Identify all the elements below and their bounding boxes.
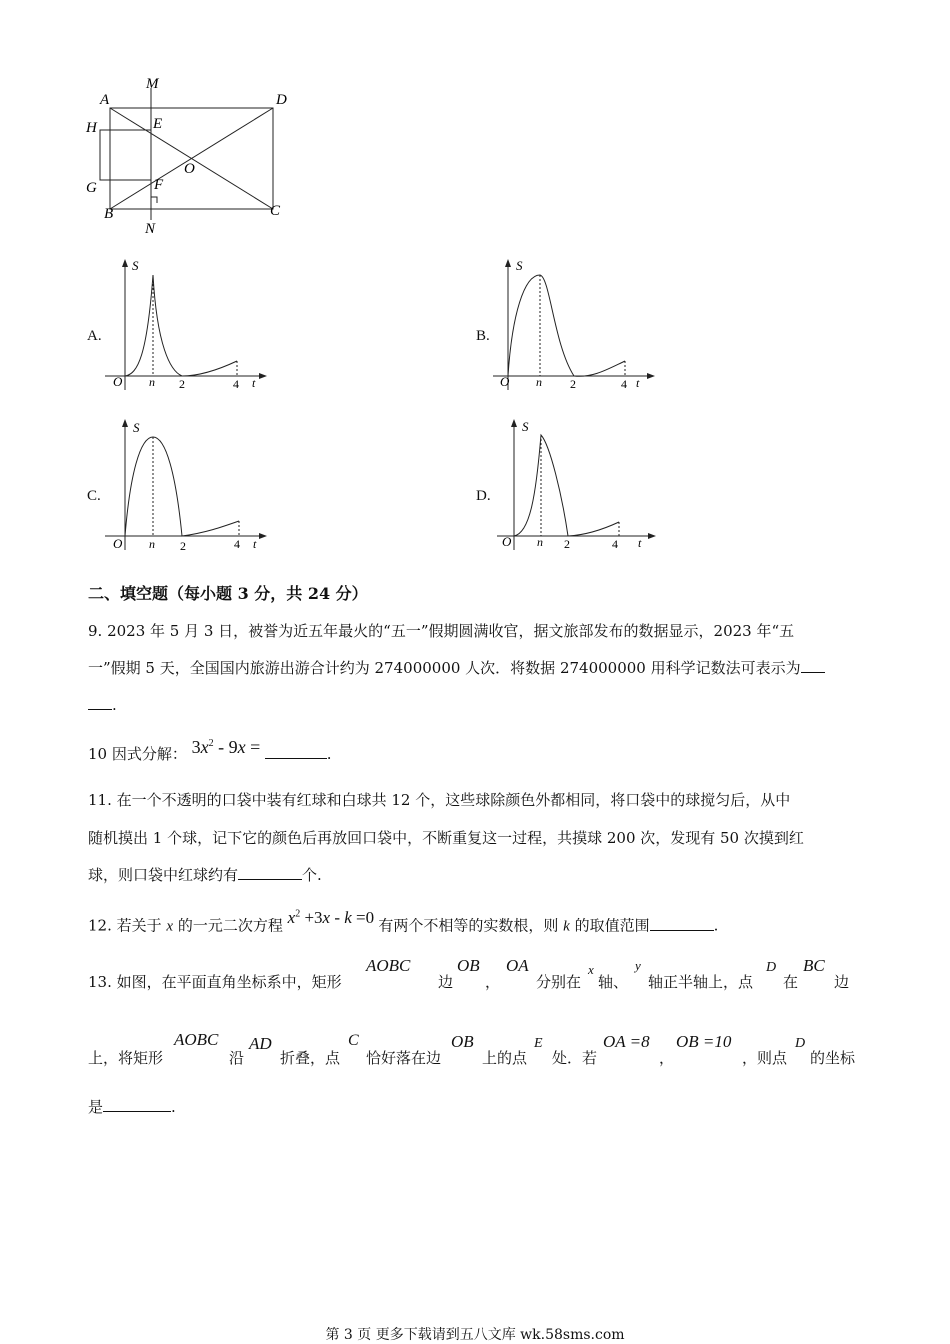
q13-zhou2: 轴正半轴上，点 — [648, 973, 754, 991]
origin: O — [113, 374, 123, 389]
q13-zhedie: 折叠，点 — [280, 1049, 341, 1067]
q13-oa-eq: OA =8 — [603, 1032, 650, 1051]
q13-comma2: ， — [659, 1049, 675, 1067]
axis-s: S — [132, 258, 139, 273]
svg-text:t: t — [636, 376, 640, 390]
svg-text:4: 4 — [621, 377, 627, 391]
svg-text:t: t — [638, 536, 642, 550]
q13-comma: ， — [485, 973, 501, 991]
q11-blank[interactable] — [238, 865, 302, 880]
q12: 12. 若关于 x 的一元二次方程 $x^2 +3x - k =0$ 有两个不相等的实数根，则 k 的取值范围 . — [88, 907, 719, 935]
right-angle-mark — [151, 197, 157, 203]
svg-text:2: 2 — [564, 537, 570, 551]
option-b-label: B. — [476, 328, 490, 344]
q13-qiahao: 恰好落在边 — [366, 1049, 442, 1067]
axis-t: t — [252, 376, 256, 390]
rectangle-figure — [80, 70, 300, 240]
q9-line3: . — [88, 695, 117, 715]
q10-blank[interactable] — [265, 744, 327, 759]
q13-chu: 处．若 — [552, 1049, 598, 1067]
label-g: G — [86, 180, 97, 196]
square-hgfe — [100, 130, 151, 180]
tick-n: n — [149, 375, 155, 389]
svg-text:n: n — [149, 537, 155, 551]
q10-expression: $3x^2 - 9x$ = — [191, 737, 261, 757]
label-a: A — [100, 92, 110, 108]
q13-d2: D — [795, 1036, 806, 1051]
q13-bian1: 边 — [438, 973, 454, 991]
q13-zai: 在 — [783, 973, 799, 991]
q13-yan: 沿 — [229, 1049, 245, 1067]
label-d: D — [276, 92, 287, 108]
q13-shangdedian: 上的点 — [482, 1049, 528, 1067]
q13-oa: OA — [506, 956, 529, 975]
svg-text:S: S — [133, 420, 140, 435]
tick-2: 2 — [179, 377, 185, 391]
q13-x: x — [588, 962, 594, 977]
curve — [125, 275, 237, 376]
q12-equation: $x^2 +3x - k =0$ — [287, 907, 375, 927]
q13-c: C — [348, 1032, 359, 1049]
label-m: M — [146, 76, 159, 92]
curve — [514, 435, 619, 536]
q13-ob2: OB — [451, 1032, 474, 1051]
option-a-label: A. — [87, 328, 102, 344]
q13-fenbie: 分别在 — [536, 973, 582, 991]
graph-d — [492, 415, 662, 555]
page-footer: 第 3 页 更多下载请到五八文库 wk.58sms.com — [325, 1327, 625, 1343]
svg-text:t: t — [253, 537, 257, 551]
q12-blank[interactable] — [650, 916, 714, 931]
label-e: E — [153, 116, 163, 132]
svg-text:O: O — [500, 374, 510, 389]
q13-line3: 是 . — [88, 1098, 176, 1116]
q13-d: D — [766, 960, 777, 975]
label-o: O — [184, 161, 195, 177]
q13-zhou1: 轴、 — [598, 973, 629, 991]
label-n: N — [145, 221, 156, 237]
svg-text:4: 4 — [612, 537, 618, 551]
q13-line1: 13. 如图，在平面直角坐标系中，矩形 — [88, 973, 342, 991]
svg-text:n: n — [537, 535, 543, 549]
svg-text:4: 4 — [234, 537, 240, 551]
q9-line2: 一”假期 5 天，全国国内旅游出游合计约为 274000000 人次．将数据 274000000 用科学记数法可表示为 — [88, 658, 825, 678]
option-d-label: D. — [476, 488, 491, 504]
svg-text:O: O — [113, 536, 123, 551]
q13-bian2: 边 — [834, 973, 850, 991]
svg-text:2: 2 — [180, 539, 186, 553]
svg-text:2: 2 — [570, 377, 576, 391]
option-c-label: C. — [87, 488, 101, 504]
q13-ad: AD — [249, 1034, 272, 1053]
q13-aobc2: AOBC — [174, 1030, 219, 1049]
q11-line1: 11. 在一个不透明的口袋中装有红球和白球共 12 个，这些球除颜色外都相同，将口袋中的球搅匀后，从中 — [88, 791, 791, 809]
q13-aobc: AOBC — [366, 956, 411, 975]
q13-ob: OB — [457, 956, 480, 975]
section-heading: 二、填空题（每小题 3 分，共 24 分） — [88, 584, 368, 603]
q9-blank-cont[interactable] — [88, 695, 112, 710]
curve — [125, 437, 239, 536]
q9-line1: 9. 2023 年 5 月 3 日，被誉为近五年最火的“五一”假期圆满收官，据文旅部发布的数据显示，2023 年“五 — [88, 622, 795, 640]
graph-c — [100, 415, 270, 555]
svg-text:S: S — [516, 258, 523, 273]
label-h: H — [86, 120, 97, 136]
label-f: F — [154, 177, 164, 193]
svg-text:S: S — [522, 419, 529, 434]
q13-bc: BC — [803, 956, 825, 975]
q13-blank[interactable] — [103, 1097, 171, 1112]
q13-line2a: 上，将矩形 — [88, 1049, 164, 1067]
q9-blank[interactable] — [801, 658, 825, 673]
tick-4: 4 — [233, 377, 239, 391]
q11-line2: 随机摸出 1 个球，记下它的颜色后再放回口袋中，不断重复这一过程，共摸球 200 次，发现有 50 次摸到红 — [88, 829, 804, 847]
graph-a — [100, 255, 270, 395]
q13-zuobiao: 的坐标 — [810, 1049, 856, 1067]
q13-ob-eq: OB =10 — [676, 1032, 732, 1051]
q13-e: E — [534, 1036, 543, 1051]
graph-b — [488, 255, 658, 395]
label-b: B — [104, 206, 114, 222]
svg-text:n: n — [536, 375, 542, 389]
q13-zedian: ，则点 — [742, 1049, 788, 1067]
curve — [508, 275, 625, 376]
q10: 10 因式分解： $3x^2 - 9x$ = . — [88, 737, 332, 763]
q11-line3: 球，则口袋中红球约有 个. — [88, 866, 322, 884]
svg-text:O: O — [502, 534, 512, 549]
label-c: C — [270, 203, 281, 219]
q13-y: y — [635, 958, 641, 973]
